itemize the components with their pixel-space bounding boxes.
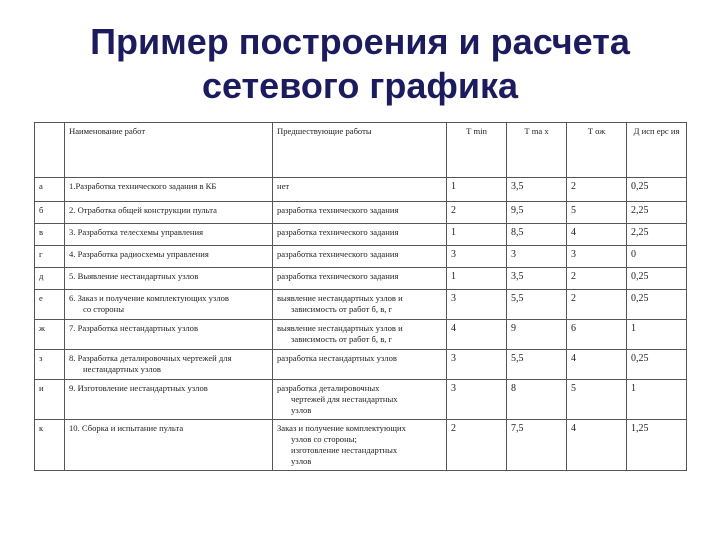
cell-predecessors-text: узлов <box>291 405 312 415</box>
title-line-1: Пример построения и расчета <box>90 21 630 62</box>
cell-tmax <box>507 178 567 202</box>
cell-work-name-text: 2. Отработка общей конструкции пульта <box>69 205 217 215</box>
cell-tmin <box>447 246 507 268</box>
cell-tmax <box>507 290 567 320</box>
cell-tmax-text: 5,5 <box>511 353 524 364</box>
cell-texpected-text: 2 <box>571 181 576 192</box>
slide-title <box>0 20 720 108</box>
cell-work-name-text: 3. Разработка телесхемы управления <box>69 227 204 237</box>
cell-work-name-text: нестандартных узлов <box>83 364 161 374</box>
header-tmax: Т ma x <box>507 123 567 178</box>
table-row <box>35 380 687 420</box>
cell-predecessors <box>273 178 447 202</box>
cell-tmin-text: 4 <box>451 323 456 334</box>
cell-texpected <box>567 224 627 246</box>
cell-tmin <box>447 224 507 246</box>
cell-predecessors-text: разработка технического задания <box>277 227 399 237</box>
cell-letter <box>35 268 65 290</box>
cell-letter <box>35 178 65 202</box>
cell-work-name <box>65 320 273 350</box>
table-row <box>35 420 687 471</box>
header-dispersion: Д исп ерс ия <box>627 123 687 178</box>
cell-dispersion <box>627 320 687 350</box>
cell-texpected-text: 5 <box>571 383 576 394</box>
cell-dispersion-text: 2,25 <box>631 205 649 216</box>
title-line-2: сетевого графика <box>201 65 519 106</box>
cell-texpected <box>567 202 627 224</box>
cell-predecessors-text: разработка деталировочных <box>277 383 380 393</box>
cell-dispersion <box>627 178 687 202</box>
cell-work-name-text: 8. Разработка деталировочных чертежей для <box>69 353 232 363</box>
table-row <box>35 290 687 320</box>
cell-dispersion-text: 1 <box>631 323 636 334</box>
cell-predecessors-text: выявление нестандартных узлов и <box>277 293 403 303</box>
cell-letter <box>35 350 65 380</box>
cell-letter <box>35 224 65 246</box>
cell-tmin <box>447 320 507 350</box>
cell-tmin-text: 2 <box>451 205 456 216</box>
cell-dispersion <box>627 202 687 224</box>
cell-letter <box>35 420 65 471</box>
network-schedule-table <box>34 122 687 471</box>
cell-texpected <box>567 420 627 471</box>
cell-letter <box>35 246 65 268</box>
cell-tmin-text: 2 <box>451 423 456 434</box>
cell-predecessors-text: чертежей для нестандартных <box>291 394 398 404</box>
cell-tmax <box>507 224 567 246</box>
cell-letter-text: е <box>39 293 43 303</box>
header-letter <box>35 123 65 178</box>
table-row <box>35 202 687 224</box>
cell-tmax-text: 9,5 <box>511 205 524 216</box>
cell-texpected-text: 4 <box>571 227 576 238</box>
cell-work-name-text: 4. Разработка радиосхемы управления <box>69 249 209 259</box>
cell-tmax-text: 8,5 <box>511 227 524 238</box>
table-row <box>35 268 687 290</box>
cell-letter <box>35 380 65 420</box>
cell-predecessors <box>273 420 447 471</box>
cell-dispersion-text: 0,25 <box>631 293 649 304</box>
cell-texpected-text: 4 <box>571 423 576 434</box>
cell-tmin-text: 1 <box>451 227 456 238</box>
cell-letter-text: ж <box>39 323 45 333</box>
cell-tmin <box>447 178 507 202</box>
cell-texpected <box>567 350 627 380</box>
cell-tmin <box>447 420 507 471</box>
cell-tmax-text: 9 <box>511 323 516 334</box>
cell-work-name <box>65 246 273 268</box>
cell-predecessors-text: разработка технического задания <box>277 271 399 281</box>
cell-tmax-text: 7,5 <box>511 423 524 434</box>
cell-tmin-text: 1 <box>451 181 456 192</box>
cell-texpected <box>567 380 627 420</box>
cell-work-name <box>65 420 273 471</box>
cell-letter-text: г <box>39 249 43 259</box>
cell-predecessors-text: зависимость от работ б, в, г <box>291 304 393 314</box>
cell-tmax-text: 3,5 <box>511 271 524 282</box>
table-row <box>35 178 687 202</box>
cell-letter <box>35 290 65 320</box>
header-work-name: Наименование работ <box>65 123 273 178</box>
cell-dispersion-text: 2,25 <box>631 227 649 238</box>
cell-predecessors-text: изготовление нестандартных <box>291 445 398 455</box>
cell-tmax <box>507 350 567 380</box>
cell-texpected <box>567 290 627 320</box>
cell-predecessors <box>273 380 447 420</box>
cell-tmin-text: 3 <box>451 383 456 394</box>
cell-dispersion <box>627 268 687 290</box>
header-predecessors: Предшествующие работы <box>273 123 447 178</box>
cell-letter <box>35 320 65 350</box>
cell-work-name <box>65 202 273 224</box>
cell-texpected-text: 2 <box>571 271 576 282</box>
cell-letter-text: б <box>39 205 44 215</box>
cell-work-name-text: 1.Разработка технического задания в КБ <box>69 181 217 191</box>
cell-predecessors-text: выявление нестандартных узлов и <box>277 323 403 333</box>
cell-tmax-text: 3,5 <box>511 181 524 192</box>
cell-tmin-text: 3 <box>451 249 456 260</box>
cell-texpected-text: 4 <box>571 353 576 364</box>
cell-dispersion-text: 0,25 <box>631 271 649 282</box>
cell-dispersion <box>627 290 687 320</box>
cell-predecessors-text: узлов <box>291 456 312 466</box>
cell-tmin-text: 3 <box>451 293 456 304</box>
table-body <box>35 178 687 471</box>
cell-dispersion-text: 1,25 <box>631 423 649 434</box>
cell-work-name-text: 5. Выявление нестандартных узлов <box>69 271 199 281</box>
cell-dispersion-text: 0 <box>631 249 636 260</box>
cell-texpected <box>567 268 627 290</box>
cell-tmax-text: 3 <box>511 249 516 260</box>
cell-dispersion <box>627 350 687 380</box>
cell-tmax <box>507 420 567 471</box>
cell-texpected-text: 3 <box>571 249 576 260</box>
table-row <box>35 350 687 380</box>
cell-dispersion-text: 0,25 <box>631 353 649 364</box>
cell-letter <box>35 202 65 224</box>
cell-texpected-text: 5 <box>571 205 576 216</box>
cell-predecessors <box>273 350 447 380</box>
cell-tmin <box>447 350 507 380</box>
cell-letter-text: з <box>39 353 43 363</box>
cell-predecessors-text: зависимость от работ б, в, г <box>291 334 393 344</box>
table-row <box>35 320 687 350</box>
cell-tmax-text: 8 <box>511 383 516 394</box>
cell-work-name <box>65 178 273 202</box>
table-row <box>35 246 687 268</box>
cell-predecessors-text: нет <box>277 181 290 191</box>
cell-texpected <box>567 178 627 202</box>
cell-tmax <box>507 380 567 420</box>
cell-predecessors-text: Заказ и получение комплектующих <box>277 423 406 433</box>
cell-tmax <box>507 320 567 350</box>
cell-dispersion <box>627 420 687 471</box>
table-header-row <box>35 123 687 178</box>
cell-texpected <box>567 246 627 268</box>
cell-texpected <box>567 320 627 350</box>
cell-tmin <box>447 202 507 224</box>
cell-work-name-text: со стороны <box>83 304 124 314</box>
cell-tmax <box>507 268 567 290</box>
cell-predecessors <box>273 320 447 350</box>
cell-tmin-text: 1 <box>451 271 456 282</box>
cell-dispersion-text: 1 <box>631 383 636 394</box>
table-row <box>35 224 687 246</box>
cell-tmin <box>447 290 507 320</box>
cell-dispersion <box>627 246 687 268</box>
cell-letter-text: а <box>39 181 43 191</box>
cell-predecessors <box>273 290 447 320</box>
cell-tmax <box>507 202 567 224</box>
cell-predecessors <box>273 202 447 224</box>
cell-letter-text: к <box>39 423 44 433</box>
cell-predecessors-text: разработка нестандартных узлов <box>277 353 397 363</box>
cell-tmin <box>447 268 507 290</box>
cell-predecessors <box>273 246 447 268</box>
cell-tmax <box>507 246 567 268</box>
header-texpected: Т ож <box>567 123 627 178</box>
cell-tmin <box>447 380 507 420</box>
cell-texpected-text: 2 <box>571 293 576 304</box>
cell-predecessors-text: узлов со стороны; <box>291 434 357 444</box>
cell-work-name-text: 9. Изготовление нестандартных узлов <box>69 383 208 393</box>
cell-work-name <box>65 350 273 380</box>
cell-predecessors-text: разработка технического задания <box>277 205 399 215</box>
cell-work-name-text: 10. Сборка и испытание пульта <box>69 423 184 433</box>
cell-predecessors <box>273 224 447 246</box>
cell-letter-text: в <box>39 227 44 237</box>
cell-letter-text: д <box>39 271 44 281</box>
cell-work-name-text: 6. Заказ и получение комплектующих узлов <box>69 293 229 303</box>
header-tmin: Т min <box>447 123 507 178</box>
cell-dispersion-text: 0,25 <box>631 181 649 192</box>
cell-letter-text: и <box>39 383 44 393</box>
cell-tmin-text: 3 <box>451 353 456 364</box>
cell-work-name <box>65 290 273 320</box>
cell-predecessors <box>273 268 447 290</box>
cell-work-name-text: 7. Разработка нестандартных узлов <box>69 323 199 333</box>
cell-predecessors-text: разработка технического задания <box>277 249 399 259</box>
cell-tmax-text: 5,5 <box>511 293 524 304</box>
cell-work-name <box>65 380 273 420</box>
cell-texpected-text: 6 <box>571 323 576 334</box>
cell-dispersion <box>627 380 687 420</box>
cell-dispersion <box>627 224 687 246</box>
cell-work-name <box>65 224 273 246</box>
cell-work-name <box>65 268 273 290</box>
